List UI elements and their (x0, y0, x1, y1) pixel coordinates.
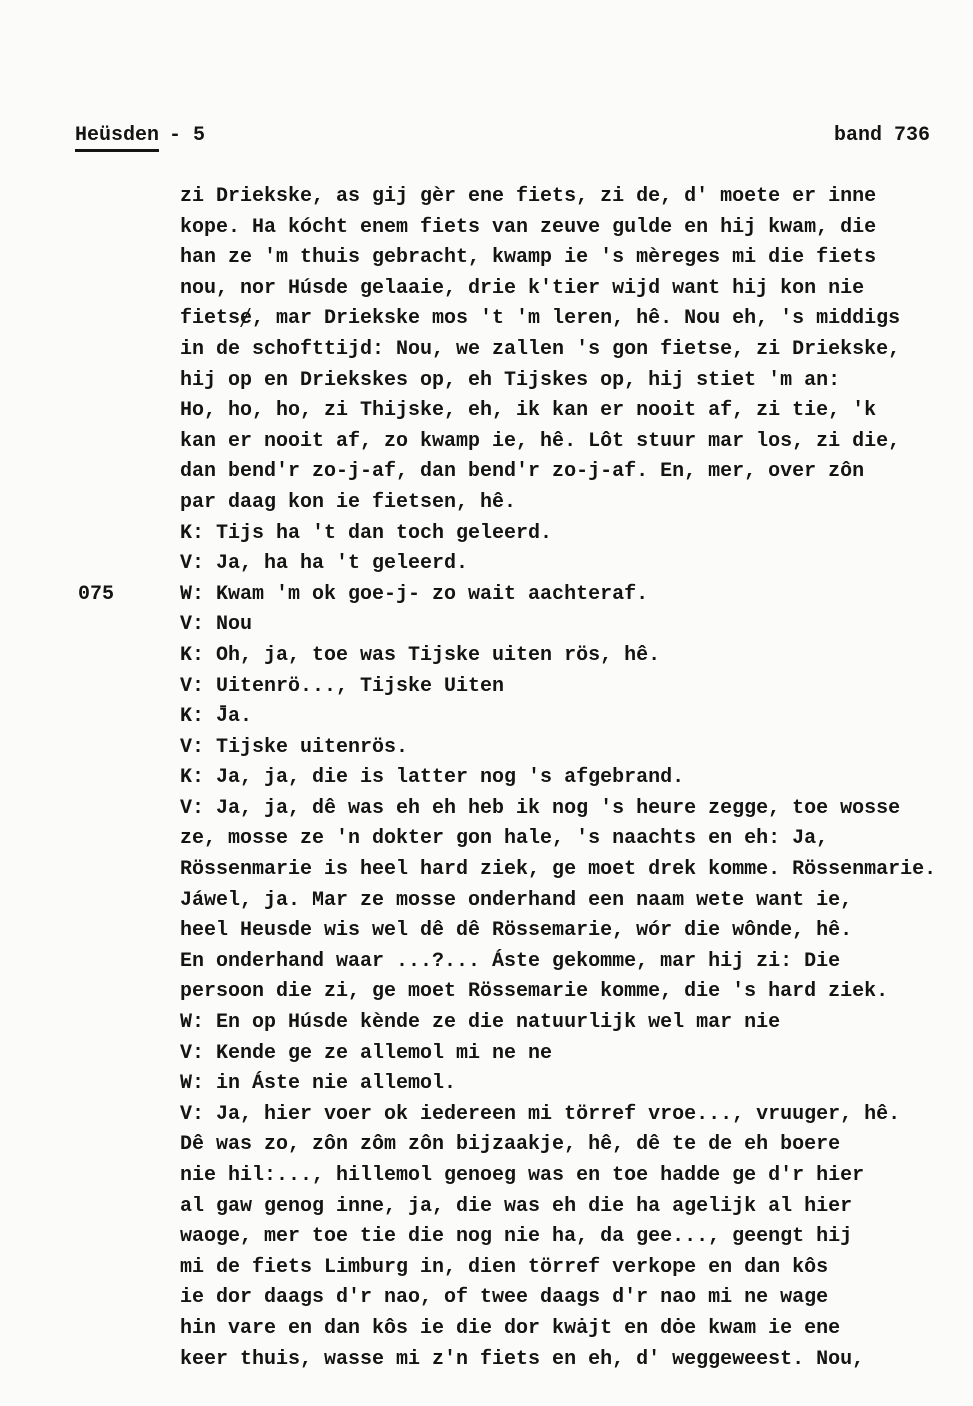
transcript-line (78, 763, 973, 794)
line-text: nou, nor Húsde gelaaie, drie k'tier wijd want hij kon nie (180, 276, 865, 300)
transcript-line (78, 733, 973, 764)
page-number: - 5 (169, 124, 206, 147)
line-margin-number (78, 1069, 180, 1100)
line-margin-number (78, 1039, 180, 1070)
line-margin-number (78, 886, 180, 917)
transcript-line (78, 580, 973, 611)
line-text: Jáwel, ja. Mar ze mosse onderhand een naam wete want ie, (180, 888, 853, 912)
band-label: band 736 (833, 124, 930, 147)
line-margin-number (78, 1283, 180, 1314)
line-text: hin vare en dan kôs ie die dor kwȧjt en dȯe kwam ie ene (180, 1316, 841, 1340)
line-margin-number (78, 1192, 180, 1223)
line-margin-number (78, 243, 180, 274)
line-text: K: Ja, ja, die is latter nog 's afgebrand. (180, 766, 685, 790)
line-margin-number (78, 672, 180, 703)
transcript-line (78, 274, 973, 305)
line-text: zi Driekske, as gij gèr ene fiets, zi de, d' moete er inne (180, 185, 877, 208)
line-margin-number (78, 519, 180, 550)
line-text: K: Tijs ha 't dan toch geleerd. (180, 521, 553, 545)
transcript-line (78, 1253, 973, 1284)
line-text: W: En op Húsde kènde ze die natuurlijk wel mar nie (180, 1011, 781, 1035)
transcript-line (78, 886, 973, 917)
line-text: han ze 'm thuis gebracht, kwamp ie 's mèreges mi die fiets (180, 246, 877, 270)
line-margin-number (78, 824, 180, 855)
transcript-line (78, 1192, 973, 1223)
line-text: Dê was zo, zôn zôm zôn bijzaakje, hê, dê te de eh boere (180, 1133, 841, 1157)
transcript-line (78, 335, 973, 366)
transcript-line (78, 304, 973, 335)
line-margin-number (78, 1130, 180, 1161)
line-text: ze, mosse ze 'n dokter gon hale, 's naachts en eh: Ja, (180, 827, 829, 851)
line-margin-number (78, 733, 180, 764)
line-text: V: Ja, ja, dê was eh eh heb ik nog 's heure zegge, toe wosse (180, 796, 901, 820)
line-margin-number (78, 1008, 180, 1039)
line-text: K: Oh, ja, toe was Tijske uiten rös, hê. (180, 643, 661, 667)
transcript-line (78, 702, 973, 733)
transcript-line (78, 213, 973, 244)
transcript-line (78, 488, 973, 519)
transcript-line (78, 243, 973, 274)
line-text: ie dor daags d'r nao, of twee daags d'r nao mi ne wage (180, 1286, 829, 1310)
header-left (75, 124, 205, 152)
line-text: keer thuis, wasse mi z'n fiets en eh, d' weggeweest. Nou, (180, 1347, 865, 1371)
transcript-line (78, 794, 973, 825)
line-text: heel Heusde wis wel dê dê Rössemarie, wór die wônde, hê. (180, 919, 853, 943)
line-text: V: Kende ge ze allemol mi ne ne (180, 1041, 553, 1065)
line-text: mi de fiets Limburg in, dien törref verkope en dan kôs (180, 1255, 829, 1279)
line-margin-number (78, 702, 180, 733)
line-text: dan bend'r zo-j-af, dan bend'r zo-j-af. En, mer, over zôn (180, 460, 865, 484)
transcript-line (78, 457, 973, 488)
line-text: waoge, mer toe tie die nog nie ha, da gee..., geengt hij (180, 1225, 853, 1249)
line-margin-number (78, 335, 180, 366)
transcript-line (78, 366, 973, 397)
transcript-line (78, 977, 973, 1008)
line-text: K: J̄a. (180, 705, 253, 729)
transcript-line (78, 1283, 973, 1314)
line-text: V: Nou (180, 613, 253, 637)
line-margin-number (78, 1222, 180, 1253)
line-text: in de schofttijd: Nou, we zallen 's gon fietse, zi Driekske, (180, 337, 901, 361)
line-margin-number (78, 1100, 180, 1131)
line-text: Ho, ho, ho, zi Thijske, eh, ik kan er nooit af, zi tie, 'k (180, 399, 877, 423)
transcript-line (78, 610, 973, 641)
line-text: W: Kwam 'm ok goe-j- zo wait aachteraf. (180, 582, 649, 606)
line-margin-number (78, 549, 180, 580)
transcript-body (78, 182, 973, 1375)
line-text: par daag kon ie fietsen, hê. (180, 490, 517, 514)
line-margin-number (78, 427, 180, 458)
page-header (75, 124, 930, 152)
line-margin-number (78, 488, 180, 519)
line-text: V: Ja, hier voer ok iedereen mi törref vroe..., vruuger, hê. (180, 1102, 901, 1126)
transcript-line (78, 1161, 973, 1192)
transcript-line (78, 672, 973, 703)
line-text: kan er nooit af, zo kwamp ie, hê. Lôt stuur mar los, zi die, (180, 429, 901, 453)
line-text: nie hil:..., hillemol genoeg was en toe hadde ge d'r hier (180, 1164, 865, 1187)
transcript-line (78, 855, 973, 886)
line-text: V: Uitenrö..., Tijske Uiten (180, 674, 505, 698)
line-text: al gaw genog inne, ja, die was eh die ha agelijk al hier (180, 1194, 853, 1218)
transcript-line (78, 1222, 973, 1253)
transcript-line (78, 1130, 973, 1161)
line-margin-number (78, 641, 180, 672)
line-margin-number (78, 916, 180, 947)
transcript-line (78, 641, 973, 672)
transcript-line (78, 916, 973, 947)
transcript-line (78, 396, 973, 427)
line-text: hij op en Driekskes op, eh Tijskes op, hij stiet 'm an: (180, 368, 841, 392)
line-margin-number (78, 457, 180, 488)
transcript-line (78, 549, 973, 580)
line-margin-number (78, 274, 180, 305)
line-margin-number: 075 (78, 582, 115, 606)
transcript-line (78, 519, 973, 550)
line-text: V: Tijske uitenrös. (180, 735, 409, 759)
line-margin-number (78, 610, 180, 641)
line-text: W: in Áste nie allemol. (180, 1072, 457, 1096)
transcript-line (78, 1039, 973, 1070)
line-text: Rössenmarie is heel hard ziek, ge moet drek komme. Rössenmarie. (180, 858, 937, 882)
line-margin-number (78, 1161, 180, 1192)
transcript-line (78, 427, 973, 458)
line-margin-number (78, 213, 180, 244)
line-margin-number (78, 763, 180, 794)
transcript-line (78, 1345, 973, 1376)
line-margin-number (78, 304, 180, 335)
line-margin-number (78, 1253, 180, 1284)
line-margin-number (78, 396, 180, 427)
line-margin-number (78, 977, 180, 1008)
transcript-line (78, 1069, 973, 1100)
line-text: kope. Ha kócht enem fiets van zeuve gulde en hij kwam, die (180, 215, 877, 239)
line-text: persoon die zi, ge moet Rössemarie komme, die 's hard ziek. (180, 980, 889, 1004)
document-title: Heüsden (75, 124, 159, 152)
line-text: fietsɇ, mar Driekske mos 't 'm leren, hê. Nou eh, 's middigs (180, 307, 901, 331)
transcript-line (78, 1314, 973, 1345)
line-text: V: Ja, ha ha 't geleerd. (180, 552, 469, 576)
transcript-line (78, 1100, 973, 1131)
line-margin-number (78, 855, 180, 886)
line-margin-number (78, 182, 180, 213)
line-margin-number (78, 794, 180, 825)
line-margin-number (78, 366, 180, 397)
transcript-line (78, 824, 973, 855)
transcript-line (78, 182, 973, 213)
transcript-line (78, 947, 973, 978)
line-text: En onderhand waar ...?... Áste gekomme, mar hij zi: Die (180, 949, 841, 973)
transcript-line (78, 1008, 973, 1039)
line-margin-number (78, 947, 180, 978)
line-margin-number (78, 1345, 180, 1376)
line-margin-number (78, 1314, 180, 1345)
